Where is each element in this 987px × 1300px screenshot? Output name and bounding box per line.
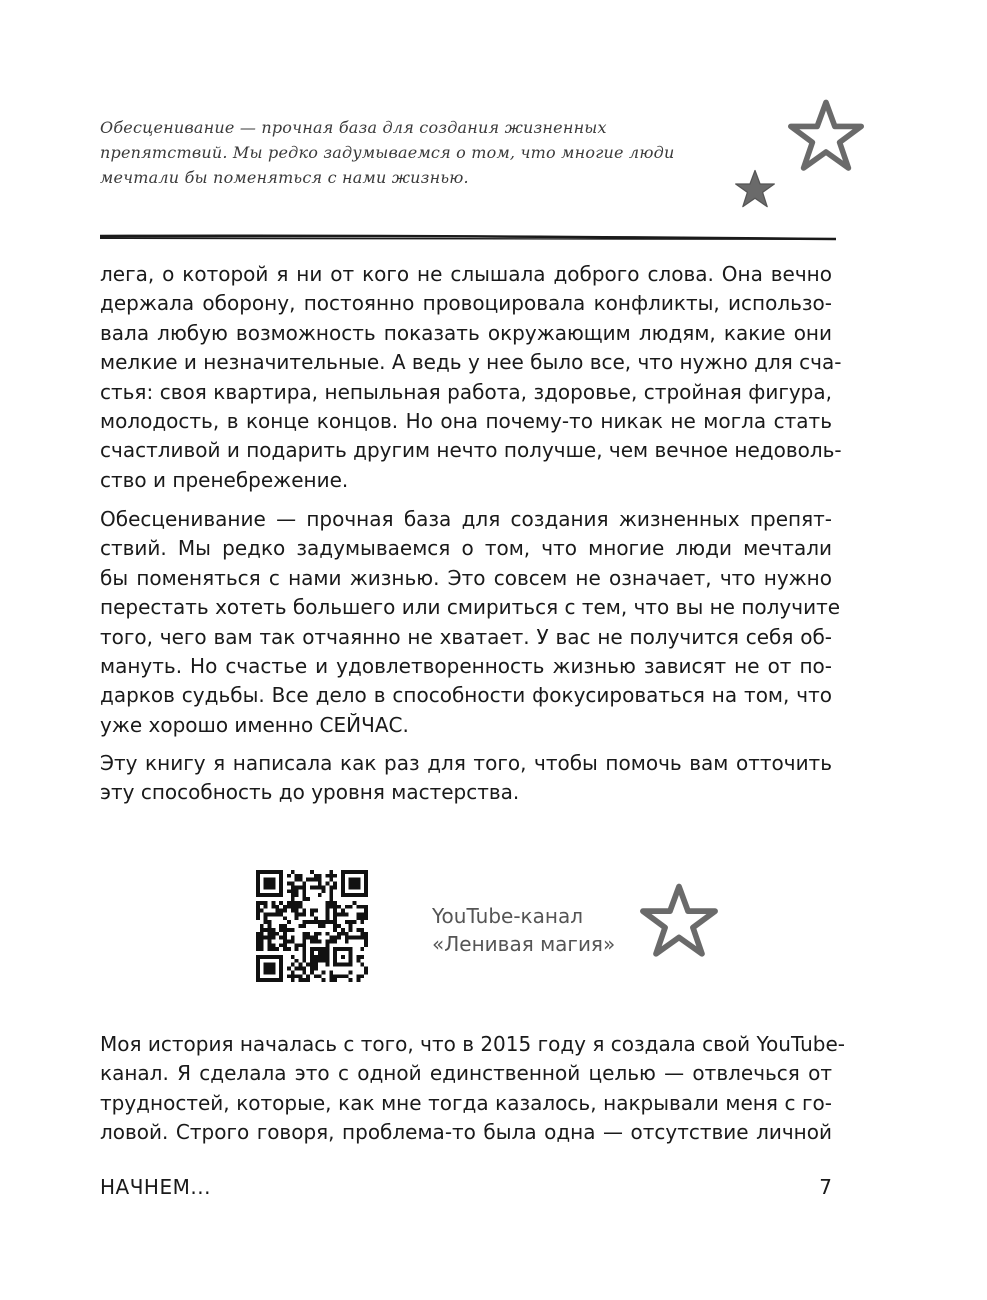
text-line: бы поменяться с нами жизнью. Это совсем не означает, что нужно (100, 565, 832, 590)
pull-quote-line: Обесценивание — прочная база для создания жизненных (100, 118, 607, 137)
text-line: канал. Я сделала это с одной единственной целью — отвлечься от (100, 1061, 832, 1086)
youtube-caption-line: YouTube-канал (432, 904, 583, 928)
star-filled-icon (734, 168, 776, 210)
paragraph (100, 1030, 846, 1148)
star-outline-icon (638, 880, 720, 962)
qr-code[interactable] (256, 870, 368, 982)
text-line: молодость, в конце концов. Но она почему-то никак не могла стать (100, 409, 832, 434)
text-line: ство и пренебрежение. (100, 467, 349, 492)
text-line: эту способность до уровня мастерства. (100, 780, 520, 805)
text-line: перестать хотеть большего или смириться с тем, что вы не получите (100, 595, 841, 620)
text-line: счастливой и подарить другим нечто получше, чем вечное недоволь- (100, 438, 842, 463)
text-line: лега, о которой я ни от кого не слышала доброго слова. Она вечно (100, 262, 832, 286)
running-footer-section: НАЧНЕМ... (100, 1175, 211, 1199)
text-line: ствий. Мы редко задумываемся о том, что многие люди мечтали (100, 536, 832, 561)
text-line: Моя история началась с того, что в 2015 году я создала свой YouTube- (100, 1032, 846, 1056)
divider-line (100, 233, 836, 241)
text-line: Эту книгу я написала как раз для того, чтобы помочь вам отточить (100, 751, 832, 775)
pull-quote-line: препятствий. Мы редко задумываемся о том, что многие люди (100, 143, 675, 162)
text-line: Обесценивание — прочная база для создания жизненных препят- (100, 507, 832, 531)
pull-quote (100, 115, 700, 190)
text-line: дарков судьбы. Все дело в способности фокусироваться на том, что (100, 683, 832, 708)
paragraph (100, 505, 841, 740)
text-line: мануть. Но счастье и удовлетворенность жизнью зависят не от по- (100, 654, 832, 679)
text-line: держала оборону, постоянно провоцировала конфликты, использо- (100, 291, 832, 316)
youtube-channel-caption (432, 902, 615, 958)
paragraph (100, 749, 832, 808)
text-line: мелкие и незначительные. А ведь у нее было все, что нужно для сча- (100, 350, 842, 375)
text-line: того, чего вам так отчаянно не хватает. У вас не получится себя об- (100, 624, 832, 649)
youtube-caption-line: «Ленивая магия» (432, 932, 616, 956)
text-line: ловой. Строго говоря, проблема-то была одна — отсутствие личной (100, 1120, 832, 1145)
page-number: 7 (819, 1175, 832, 1199)
paragraph (100, 260, 842, 495)
star-outline-icon (786, 96, 866, 176)
text-line: трудностей, которые, как мне тогда казалось, накрывали меня с го- (100, 1090, 832, 1115)
text-line: стья: своя квартира, непыльная работа, здоровье, стройная фигура, (100, 379, 832, 404)
pull-quote-line: мечтали бы поменяться с нами жизнью. (100, 168, 469, 187)
text-line: вала любую возможность показать окружающим людям, какие они (100, 320, 832, 345)
text-line: уже хорошо именно СЕЙЧАС. (100, 712, 409, 737)
